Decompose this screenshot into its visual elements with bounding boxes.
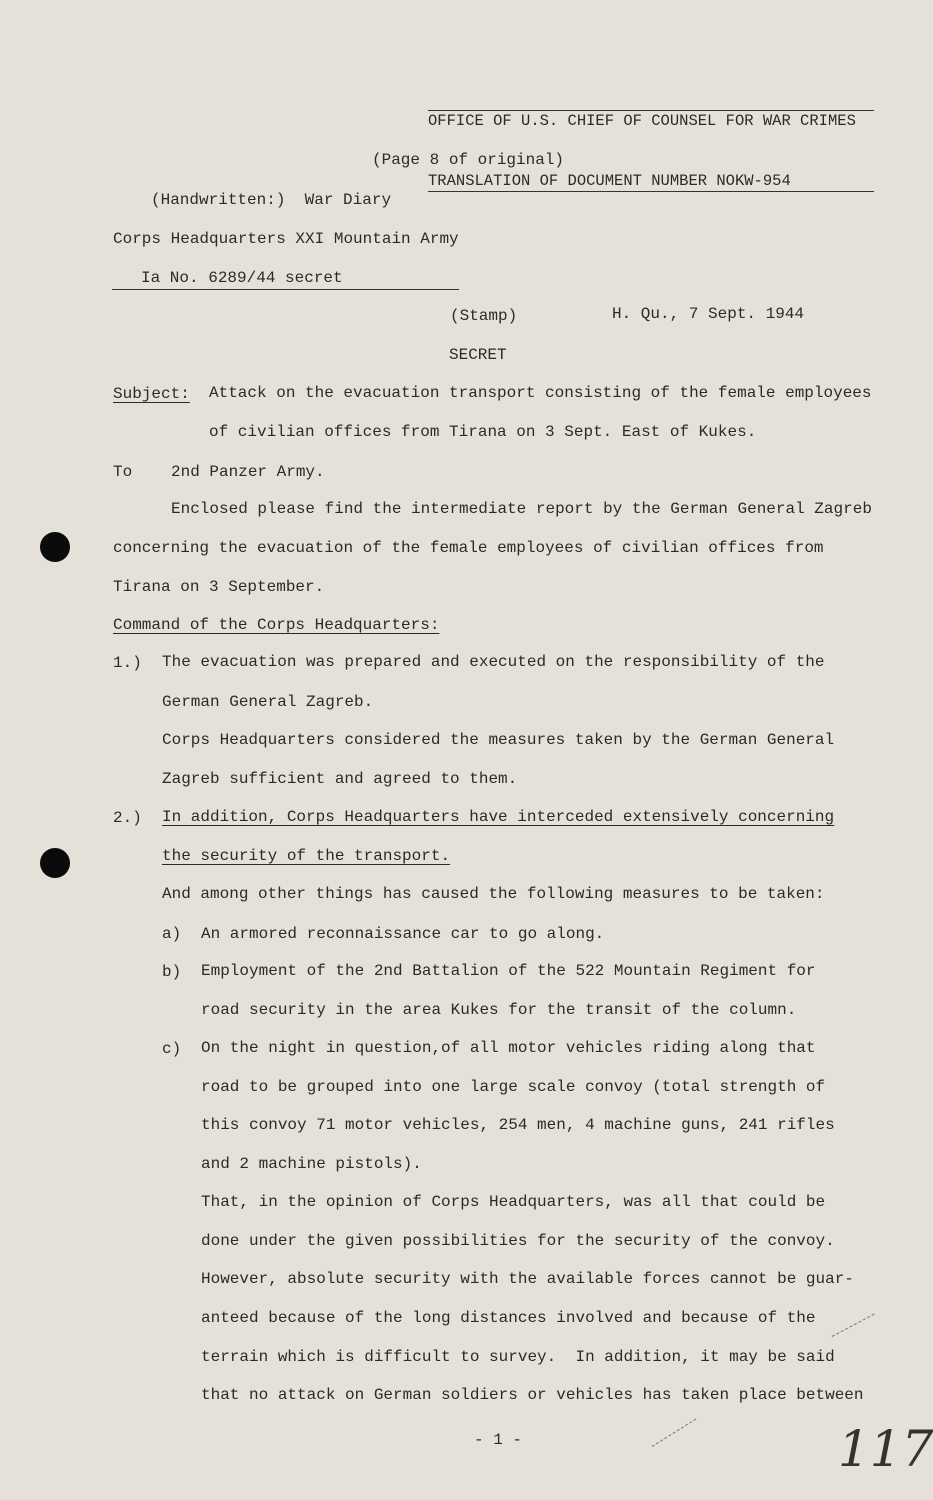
- item-2-number: 2.): [113, 809, 142, 827]
- punch-hole-top: [40, 532, 70, 562]
- handwritten-page-number: 117: [838, 1420, 933, 1478]
- item-2-line-1: In addition, Corps Headquarters have interceded extensively concerning: [162, 808, 835, 826]
- document-date: H. Qu., 7 Sept. 1944: [612, 305, 805, 323]
- sub-a-label: a): [162, 925, 182, 943]
- sub-a-text: An armored reconnaissance car to go along.: [201, 925, 605, 943]
- handwritten-note: (Handwritten:) War Diary: [151, 191, 392, 209]
- item-2-line-2: the security of the transport.: [162, 847, 451, 865]
- sub-c-line-4: and 2 machine pistols).: [201, 1155, 422, 1173]
- to-recipient: 2nd Panzer Army.: [171, 463, 325, 481]
- sub-c-line-5: That, in the opinion of Corps Headquarters, was all that could be: [201, 1193, 826, 1211]
- header-office-line: OFFICE OF U.S. CHIEF OF COUNSEL FOR WAR CRIMES: [428, 110, 874, 131]
- sub-b-line-1: Employment of the 2nd Battalion of the 522 Mountain Regiment for: [201, 962, 816, 980]
- sub-c-line-6: done under the given possibilities for the security of the convoy.: [201, 1232, 835, 1250]
- page-reference: (Page 8 of original): [372, 151, 565, 169]
- stamp-label: (Stamp): [450, 307, 518, 325]
- document-header: [428, 70, 874, 212]
- intro-line-3: Tirana on 3 September.: [113, 578, 325, 596]
- subject-line-2: of civilian offices from Tirana on 3 Sept. East of Kukes.: [209, 423, 757, 441]
- item-1-line-2: German General Zagreb.: [162, 693, 374, 711]
- header-translation-line: TRANSLATION OF DOCUMENT NUMBER NOKW-954: [428, 171, 874, 192]
- pencil-stroke: [832, 1314, 875, 1337]
- sub-b-line-2: road security in the area Kukes for the transit of the column.: [201, 1001, 797, 1019]
- item-1-line-4: Zagreb sufficient and agreed to them.: [162, 770, 518, 788]
- subject-line-1: Attack on the evacuation transport consisting of the female employees: [209, 384, 872, 402]
- sub-c-line-3: this convoy 71 motor vehicles, 254 men, 4 machine guns, 241 rifles: [201, 1116, 835, 1134]
- item-1-line-3: Corps Headquarters considered the measures taken by the German General: [162, 731, 835, 749]
- reference-number: Ia No. 6289/44 secret: [141, 269, 343, 287]
- intro-line-1: Enclosed please find the intermediate report by the German General Zagreb: [171, 500, 872, 518]
- sub-c-line-1: On the night in question,of all motor vehicles riding along that: [201, 1039, 816, 1057]
- punch-hole-bottom: [40, 848, 70, 878]
- sub-c-line-8: anteed because of the long distances involved and because of the: [201, 1309, 816, 1327]
- sub-c-line-9: terrain which is difficult to survey. In addition, it may be said: [201, 1348, 835, 1366]
- subject-label: Subject:: [113, 385, 190, 403]
- item-1-line-1: The evacuation was prepared and executed on the responsibility of the: [162, 653, 825, 671]
- to-label: To: [113, 463, 133, 481]
- sub-b-label: b): [162, 963, 182, 981]
- corps-title: Corps Headquarters XXI Mountain Army: [113, 230, 459, 248]
- reference-rule: [112, 289, 459, 290]
- item-1-number: 1.): [113, 654, 142, 672]
- sub-c-line-10: that no attack on German soldiers or vehicles has taken place between: [201, 1386, 864, 1404]
- sub-c-line-2: road to be grouped into one large scale convoy (total strength of: [201, 1078, 826, 1096]
- sub-c-label: c): [162, 1040, 182, 1058]
- secret-mark: SECRET: [449, 346, 507, 364]
- command-heading: Command of the Corps Headquarters:: [113, 616, 440, 634]
- page-number: - 1 -: [474, 1431, 523, 1449]
- item-2-lead: And among other things has caused the following measures to be taken:: [162, 885, 825, 903]
- sub-c-line-7: However, absolute security with the available forces cannot be guar-: [201, 1270, 854, 1288]
- pencil-stroke: [652, 1419, 697, 1447]
- intro-line-2: concerning the evacuation of the female employees of civilian offices from: [113, 539, 824, 557]
